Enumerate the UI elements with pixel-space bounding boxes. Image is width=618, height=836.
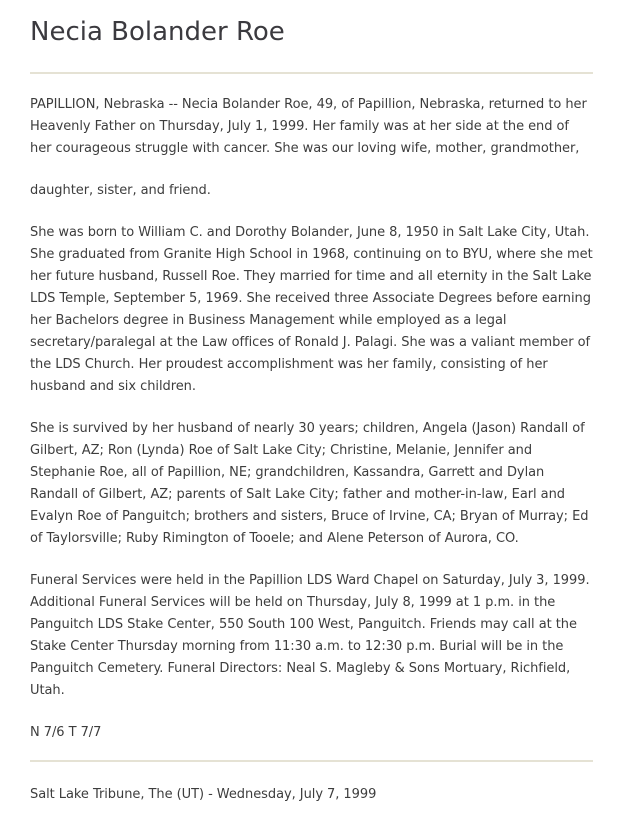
title-divider — [30, 72, 593, 74]
obituary-paragraph-intro-continued: daughter, sister, and friend. — [30, 183, 211, 198]
page-title: Necia Bolander Roe — [30, 17, 285, 47]
obituary-paragraph-notation: N 7/6 T 7/7 — [30, 725, 102, 740]
obituary-paragraph-survivors: She is survived by her husband of nearly 30 years; children, Angela (Jason) Randall of Gilbert, AZ; Ron (Lynda) Roe of Salt Lake City; Christine, Melanie, Jennifer and Stephanie Roe, all of Papillion, NE; grandchildren, Kassandra, Garrett and Dylan Randall of Gilbert, AZ; parents of Salt Lake City; father and mother-in-law, Earl and Evalyn Roe of Panguitch; brothers and sisters, Bruce of Irvine, CA; Bryan of Murray; Ed of Taylorsville; Ruby Rimington of Tooele; and Alene Peterson of Aurora, CO. — [30, 421, 589, 546]
page-footer — [30, 784, 593, 806]
footer-divider — [30, 760, 593, 762]
source-attribution: Salt Lake Tribune, The (UT) - Wednesday, July 7, 1999 — [30, 787, 377, 802]
obituary-article — [30, 94, 593, 744]
obituary-paragraph-biography: She was born to William C. and Dorothy Bolander, June 8, 1950 in Salt Lake City, Utah. She graduated from Granite High School in 1968, continuing on to BYU, where she met her future husband, Russell Roe. They married for time and all eternity in the Salt Lake LDS Temple, September 5, 1969. She received three Associate Degrees before earning her Bachelors degree in Business Management while employed as a legal secretary/paralegal at the Law offices of Ronald J. Palagi. She was a valiant member of the LDS Church. Her proudest accomplishment was her family, consisting of her husband and six children. — [30, 225, 593, 394]
obituary-paragraph-services: Funeral Services were held in the Papillion LDS Ward Chapel on Saturday, July 3, 1999. Additional Funeral Services will be held on Thursday, July 8, 1999 at 1 p.m. in the Panguitch LDS Stake Center, 550 South 100 West, Panguitch. Friends may call at the Stake Center Thursday morning from 11:30 a.m. to 12:30 p.m. Burial will be in the Panguitch Cemetery. Funeral Directors: Neal S. Magleby & Sons Mortuary, Richfield, Utah. — [30, 573, 590, 698]
obituary-page — [0, 14, 618, 836]
obituary-paragraph-intro: PAPILLION, Nebraska -- Necia Bolander Roe, 49, of Papillion, Nebraska, returned to her Heavenly Father on Thursday, July 1, 1999. Her family was at her side at the end of her courageous struggle with cancer. She was our loving wife, mother, grandmother, — [30, 97, 587, 156]
